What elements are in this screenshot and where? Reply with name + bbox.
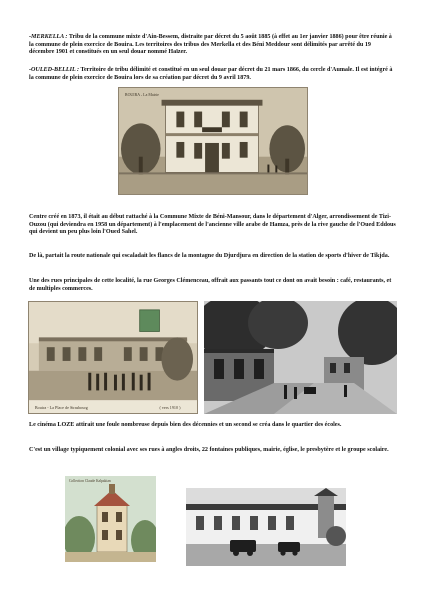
photo-place-strasbourg (28, 301, 198, 414)
school-caption: Collection Claude Kalpakian (69, 479, 111, 483)
place-date-caption: ( vers 1910 ) (159, 405, 181, 411)
ouled-bellil-body: Territoire de tribu délimité et constitué en un seul douar par décret du 21 mars 1866, du cercle d'Aumale. Il est intégré à la commune de plein exercice de Bouira lors de sa création par décret du 9 avril 1879. (29, 67, 393, 81)
photo-school-colour (65, 476, 156, 562)
paragraph-merkella (29, 34, 397, 57)
ouled-bellil-lead: -OULED-BELLIL : (29, 67, 80, 73)
paragraph-rues: Une des rues principales de cette localité, la rue Georges Clémenceau, offrait aux passants tout ce dont on avait besoin : café, restaurants, et de multiples commerces. (29, 278, 392, 292)
mairie-illustration (119, 88, 307, 194)
merkella-body: Tribu de la commune mixte d'Ain-Bessem, distraite par décret du 5 août 1885 (à effet au 1er janvier 1886) pour être réunie à la commune de plein exercice de Bouira. Les territoires des tribus des Merkella et des Béni Meddour sont délimités par arrêté du 19 décembre 1901 et constitués en un seul douar nommé Haïzer. (29, 34, 392, 56)
paragraph-cinema: Le cinéma LOZE attirait une foule nombreuse depuis bien des décennies et un second se créa dans le quartier des écoles. (29, 422, 342, 428)
place-caption: Bouira - La Place de Strasbourg (34, 405, 88, 411)
photo-school-bw (186, 488, 346, 566)
photo-mairie (118, 87, 308, 195)
street-illustration (204, 301, 397, 414)
paragraph-ouled-bellil (29, 67, 397, 82)
photo-street-view (204, 301, 397, 414)
paragraph-route: De là, partait la route nationale qui escaladait les flancs de la montagne du Djurdjura en direction de la station de sports d'hiver de Tikjda. (29, 253, 390, 259)
paragraph-centre: Centre créé en 1873, il était au début rattaché à la Commune Mixte de Béni-Mansour, dans le département d'Alger, arrondissement de Tizi-Ouzou (qui deviendra en 1958 un département) à l'emplacement de l'ancienne ville arabe de Hamza, près de la rive gauche de l'Oued Eddous qui devient un peu plus loin l'Oued Sahel. (29, 214, 396, 236)
paragraph-village: C'est un village typiquement colonial avec ses rues à angles droits, 22 fontaines publiques, mairie, église, le presbytère et le groupe scolaire. (29, 447, 389, 453)
postage-stamp-icon (140, 310, 160, 332)
postcard-top-caption: BOUIRA - La Mairie (124, 91, 159, 97)
merkella-lead: -MERKELLA : (29, 34, 68, 40)
school-colour-illustration (65, 476, 156, 562)
school-bw-illustration (186, 488, 346, 566)
place-illustration (29, 302, 197, 413)
